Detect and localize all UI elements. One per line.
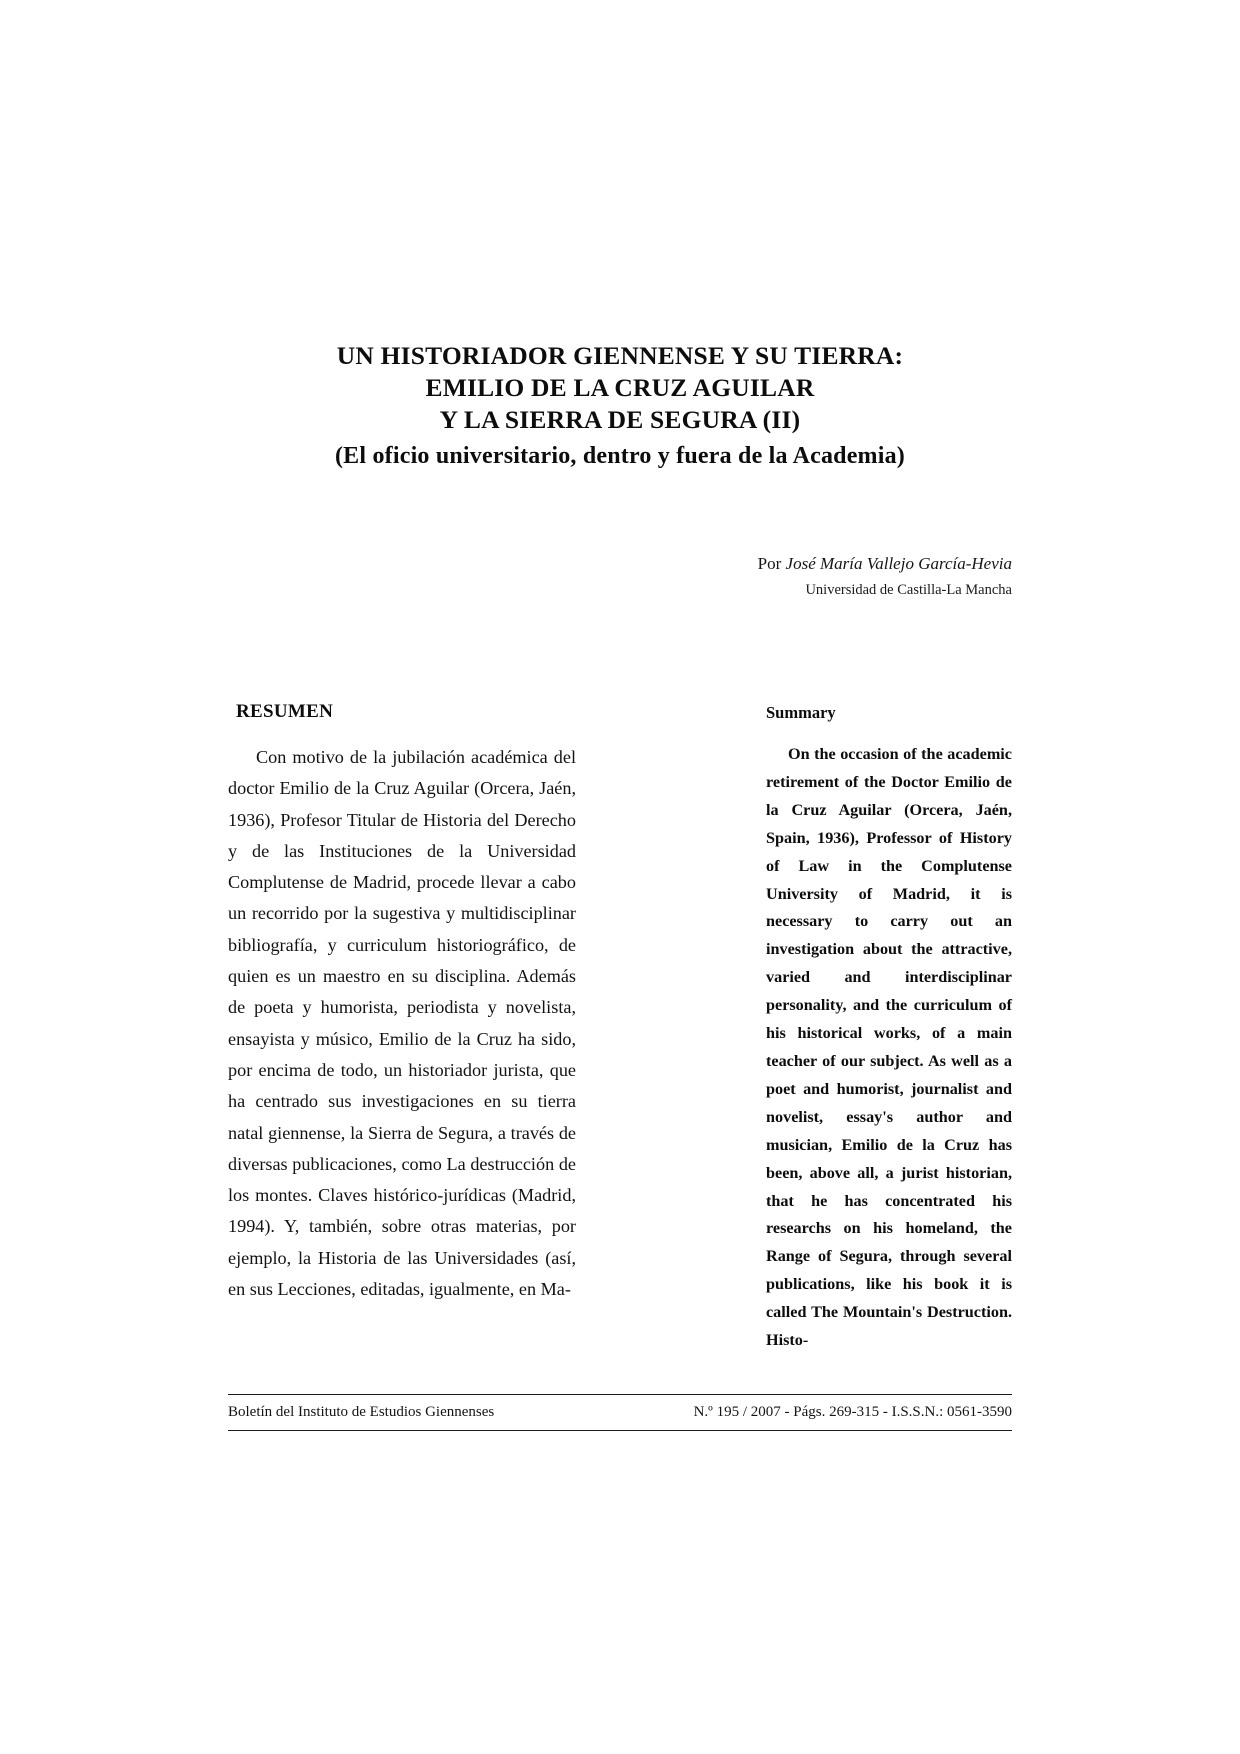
abstract-section (228, 700, 1012, 1355)
footer-issue-info: N.º 195 / 2007 - Págs. 269-315 - I.S.S.N.: 0561-3590 (693, 1404, 1012, 1420)
abstract-english-text: On the occasion of the academic retirement of the Doctor Emilio de la Cruz Aguilar (Orcera, Jaén, Spain, 1936), Professor of History of Law in the Complutense University of Madrid, it is necessary to carry out an investigation about the attractive, varied and interdisciplinar personality, and the curriculum of his historical works, of a main teacher of our subject. As well as a poet and humorist, journalist and novelist, essay's author and musician, Emilio de la Cruz has been, above all, a jurist historian, that he has concentrated his researchs on his homeland, the Range of Segura, through several publications, like his book it is called The Mountain's Destruction. Histo- (766, 745, 1012, 1350)
footer-journal-name: Boletín del Instituto de Estudios Giennenses (228, 1404, 495, 1420)
byline-prefix: Por (757, 554, 786, 573)
author-affiliation: Universidad de Castilla-La Mancha (805, 582, 1012, 598)
title-line-3: Y LA SIERRA DE SEGURA (II) (439, 405, 801, 434)
abstract-english-column (766, 700, 1012, 1355)
byline-author-line (228, 551, 1012, 576)
abstract-spanish-heading: RESUMEN (236, 701, 334, 722)
abstract-spanish-column (228, 700, 576, 1305)
title-line-1: UN HISTORIADOR GIENNENSE Y SU TIERRA: (336, 341, 904, 370)
author-name: José María Vallejo García-Hevia (785, 554, 1012, 573)
title-line-4: (El oficio universitario, dentro y fuera de la Academia) (334, 443, 906, 469)
page-footer (228, 1394, 1012, 1431)
title-line-2: EMILIO DE LA CRUZ AGUILAR (425, 373, 815, 402)
abstract-spanish-text: Con motivo de la jubilación académica del doctor Emilio de la Cruz Aguilar (Orcera, Jaén, 1936), Profesor Titular de Historia del Derecho y de las Instituciones de la Universidad Complutense de Madrid, procede llevar a cabo un recorrido por la sugestiva y multidisciplinar bibliografía, y curriculum historiográfico, de quien es un maestro en su disciplina. Además de poeta y humorista, periodista y novelista, ensayista y músico, Emilio de la Cruz ha sido, por encima de todo, un historiador jurista, que ha centrado sus investigaciones en su tierra natal giennense, la Sierra de Segura, a través de diversas publicaciones, como La destrucción de los montes. Claves histórico-jurídicas (Madrid, 1994). Y, también, sobre otras materias, por ejemplo, la Historia de las Universidades (así, en sus Lecciones, editadas, igualmente, en Ma- (228, 747, 576, 1300)
abstract-english-heading: Summary (766, 703, 836, 722)
byline (228, 551, 1012, 602)
article-title (228, 340, 1012, 473)
